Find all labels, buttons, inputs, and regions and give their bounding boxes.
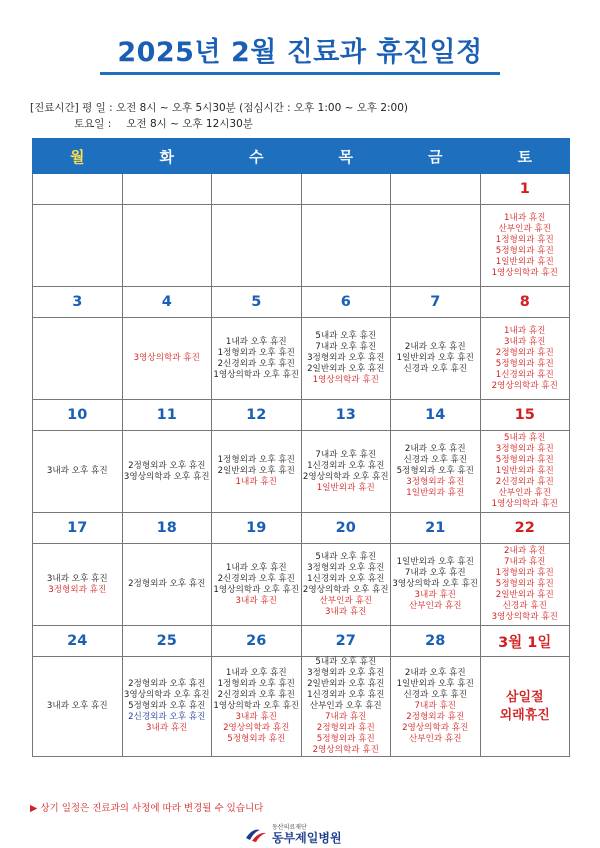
date-cell: 25 — [122, 626, 212, 657]
closure-entry: 2일반외과 휴진 — [495, 590, 554, 600]
closure-entry: 1정형외과 오후 휴진 — [217, 347, 295, 358]
schedule-cell — [33, 205, 123, 287]
calendar-body — [33, 174, 570, 757]
closure-entry: 2일반외과 오후 휴진 — [307, 679, 385, 689]
closure-entry: 5정형외과 오후 휴진 — [128, 701, 206, 711]
closure-entry: 5정형외과 휴진 — [316, 734, 375, 744]
date-cell: 26 — [212, 626, 302, 657]
date-row — [33, 287, 570, 318]
weekday-header: 금 — [391, 139, 481, 174]
closure-entry: 2영상의학과 휴진 — [223, 723, 290, 733]
date-cell: 3월 1일 — [480, 626, 570, 657]
closure-entry: 3영상의학과 오후 휴진 — [123, 690, 210, 700]
closure-entry: 3내과 휴진 — [325, 606, 367, 617]
closure-entry: 3정형외과 휴진 — [495, 444, 554, 454]
schedule-cell — [33, 431, 123, 513]
closure-entry: 2신경외과 오후 휴진 — [217, 690, 295, 700]
date-cell: 15 — [480, 400, 570, 431]
closure-entry: 신경과 휴진 — [502, 601, 547, 611]
closure-entry: 3영상의학과 휴진 — [133, 353, 200, 363]
closure-entry: 산부인과 휴진 — [498, 488, 552, 498]
schedule-cell — [122, 318, 212, 400]
schedule-cell — [33, 318, 123, 400]
closure-entry: 2내과 오후 휴진 — [404, 668, 466, 678]
saturday-hours: 오전 8시 ~ 오후 12시30분 — [126, 118, 253, 130]
date-cell: 8 — [480, 287, 570, 318]
schedule-cell — [122, 431, 212, 513]
schedule-cell — [301, 544, 391, 626]
closure-entry: 3정형외과 오후 휴진 — [307, 353, 385, 363]
date-cell: 28 — [391, 626, 481, 657]
closure-entry: 3정형외과 휴진 — [48, 584, 107, 595]
date-cell — [212, 174, 302, 205]
date-row — [33, 400, 570, 431]
weekday-header: 월 — [33, 139, 123, 174]
schedule-cell — [480, 205, 570, 287]
closure-entry: 2영상의학과 휴진 — [312, 745, 379, 755]
logo-foundation-name: 동산의료재단 — [272, 824, 307, 831]
closure-entry: 7내과 오후 휴진 — [315, 449, 377, 460]
schedule-cell — [212, 544, 302, 626]
closure-entry: 신경과 오후 휴진 — [403, 455, 468, 465]
closure-entry: 1영상의학과 오후 휴진 — [213, 584, 300, 595]
closure-entry: 1정형외과 휴진 — [495, 234, 554, 245]
closure-entry: 1내과 휴진 — [235, 477, 277, 487]
schedule-cell — [122, 657, 212, 757]
closure-entry: 3영상의학과 오후 휴진 — [123, 471, 210, 482]
weekday-header: 목 — [301, 139, 391, 174]
closure-entry: 2내과 휴진 — [504, 546, 546, 556]
weekday-hours-row — [30, 100, 408, 116]
date-cell: 4 — [122, 287, 212, 318]
closure-entry: 1신경외과 오후 휴진 — [307, 573, 385, 584]
date-cell: 20 — [301, 513, 391, 544]
closure-entry: 2내과 오후 휴진 — [404, 342, 466, 352]
schedule-row — [33, 544, 570, 626]
closure-entry: 7내과 오후 휴진 — [404, 568, 466, 578]
closure-entry: 3영상의학과 오후 휴진 — [392, 579, 479, 589]
schedule-row — [33, 318, 570, 400]
closure-entry: 1정형외과 휴진 — [495, 568, 554, 578]
closure-entry: 1내과 오후 휴진 — [225, 668, 287, 678]
closure-entry: 1내과 휴진 — [504, 212, 546, 223]
closure-entry: 3내과 휴진 — [235, 712, 277, 722]
closure-entry: 5정형외과 휴진 — [227, 734, 286, 744]
closure-entry: 2일반외과 오후 휴진 — [217, 466, 295, 476]
closure-entry: 3내과 휴진 — [146, 723, 188, 733]
closure-entry: 2영상의학과 오후 휴진 — [302, 471, 389, 482]
closure-entry: 1영상의학과 휴진 — [312, 375, 379, 385]
closure-entry: 2신경외과 오후 휴진 — [128, 712, 206, 722]
date-cell — [33, 174, 123, 205]
date-cell: 19 — [212, 513, 302, 544]
closure-entry: 2신경외과 오후 휴진 — [217, 358, 295, 369]
closure-entry: 2영상의학과 오후 휴진 — [302, 584, 389, 595]
closure-entry: 2신경외과 휴진 — [495, 477, 554, 487]
date-cell: 13 — [301, 400, 391, 431]
closure-entry: 3내과 휴진 — [504, 336, 546, 347]
schedule-row — [33, 205, 570, 287]
clinic-hours — [30, 100, 408, 132]
date-cell: 7 — [391, 287, 481, 318]
schedule-cell — [122, 544, 212, 626]
schedule-row — [33, 431, 570, 513]
closure-entry: 1내과 오후 휴진 — [225, 336, 287, 347]
schedule-cell — [480, 318, 570, 400]
closure-entry: 산부인과 휴진 — [319, 595, 373, 606]
schedule-cell — [391, 205, 481, 287]
schedule-cell — [391, 431, 481, 513]
weekday-header: 화 — [122, 139, 212, 174]
schedule-calendar — [32, 138, 570, 757]
closure-entry: 5내과 오후 휴진 — [315, 657, 377, 667]
hours-label: [진료시간] — [30, 102, 79, 114]
weekday-header: 수 — [212, 139, 302, 174]
closure-entry: 5정형외과 휴진 — [495, 245, 554, 256]
closure-entry: 5내과 오후 휴진 — [315, 551, 377, 562]
change-notice: ▶ 상기 일정은 진료과의 사정에 따라 변경될 수 있습니다 — [30, 803, 264, 814]
date-cell: 22 — [480, 513, 570, 544]
closure-entry: 5정형외과 휴진 — [495, 358, 554, 369]
closure-entry: 7내과 휴진 — [414, 701, 456, 711]
closure-entry: 2일반외과 오후 휴진 — [307, 364, 385, 374]
date-cell: 3 — [33, 287, 123, 318]
schedule-cell — [301, 657, 391, 757]
schedule-cell — [480, 544, 570, 626]
closure-entry: 3내과 오후 휴진 — [46, 701, 108, 711]
closure-entry: 2정형외과 휴진 — [495, 347, 554, 358]
schedule-row — [33, 657, 570, 757]
closure-entry: 신경과 오후 휴진 — [403, 690, 468, 700]
closure-entry: 3내과 휴진 — [235, 595, 277, 606]
closure-entry: 5정형외과 오후 휴진 — [396, 466, 474, 476]
closure-entry: 1정형외과 오후 휴진 — [217, 455, 295, 465]
closure-entry: 3영상의학과 휴진 — [491, 612, 558, 622]
closure-entry: 3내과 오후 휴진 — [46, 466, 108, 476]
closure-entry: 1영상의학과 오후 휴진 — [213, 701, 300, 711]
closure-entry: 1일반외과 오후 휴진 — [396, 353, 474, 363]
closure-entry: 2신경외과 오후 휴진 — [217, 573, 295, 584]
closure-entry: 5내과 오후 휴진 — [315, 331, 377, 341]
closure-entry: 5내과 휴진 — [504, 433, 546, 443]
schedule-cell — [391, 544, 481, 626]
closure-entry: 3정형외과 오후 휴진 — [307, 562, 385, 573]
schedule-cell — [122, 205, 212, 287]
hospital-logo-mark-icon — [244, 824, 268, 844]
schedule-cell — [212, 318, 302, 400]
closure-entry: 1일반외과 휴진 — [495, 466, 554, 476]
closure-entry: 산부인과 휴진 — [498, 223, 552, 234]
closure-entry: 2정형외과 휴진 — [316, 723, 375, 733]
closure-entry: 2정형외과 오후 휴진 — [128, 679, 206, 689]
closure-entry: 7내과 휴진 — [325, 712, 367, 722]
date-cell — [122, 174, 212, 205]
date-cell: 10 — [33, 400, 123, 431]
date-cell: 1 — [480, 174, 570, 205]
closure-entry: 산부인과 휴진 — [408, 734, 462, 744]
schedule-cell — [391, 318, 481, 400]
schedule-cell — [212, 205, 302, 287]
schedule-cell — [212, 657, 302, 757]
date-row — [33, 513, 570, 544]
closure-entry: 1신경외과 휴진 — [495, 369, 554, 380]
date-cell: 18 — [122, 513, 212, 544]
date-cell — [391, 174, 481, 205]
closure-entry: 1신경외과 오후 휴진 — [307, 690, 385, 700]
date-cell: 24 — [33, 626, 123, 657]
date-cell: 17 — [33, 513, 123, 544]
closure-entry: 1영상의학과 휴진 — [491, 267, 558, 278]
closure-entry: 2영상의학과 휴진 — [402, 723, 469, 733]
closure-entry: 1일반외과 휴진 — [316, 482, 375, 493]
closure-entry: 5정형외과 휴진 — [495, 579, 554, 589]
schedule-cell — [212, 431, 302, 513]
closure-entry: 1일반외과 오후 휴진 — [396, 557, 474, 567]
closure-entry: 외래휴진 — [499, 707, 550, 723]
saturday-label: 토요일 : — [74, 118, 112, 130]
closure-entry: 1일반외과 휴진 — [406, 488, 465, 498]
logo-hospital-name: 동부제일병원 — [272, 831, 342, 845]
schedule-cell — [301, 205, 391, 287]
closure-entry: 산부인과 오후 휴진 — [309, 701, 382, 711]
saturday-hours-row — [30, 116, 408, 132]
weekday-hours: 오전 8시 ~ 오후 5시30분 (점심시간 : 오후 1:00 ~ 오후 2:00) — [115, 102, 409, 114]
closure-entry: 3내과 오후 휴진 — [46, 573, 108, 584]
closure-entry: 2정형외과 오후 휴진 — [128, 460, 206, 471]
closure-entry: 2정형외과 휴진 — [406, 712, 465, 722]
date-row — [33, 626, 570, 657]
closure-entry: 1일반외과 오후 휴진 — [396, 679, 474, 689]
weekday-header-row — [33, 139, 570, 174]
date-cell: 27 — [301, 626, 391, 657]
title-underline — [100, 72, 500, 75]
schedule-cell — [391, 657, 481, 757]
hospital-logo — [244, 822, 364, 846]
weekday-header: 토 — [480, 139, 570, 174]
closure-entry: 1영상의학과 휴진 — [491, 499, 558, 509]
date-cell: 6 — [301, 287, 391, 318]
schedule-cell — [480, 657, 570, 757]
closure-entry: 3내과 휴진 — [414, 590, 456, 600]
closure-entry: 7내과 오후 휴진 — [315, 342, 377, 352]
date-row — [33, 174, 570, 205]
closure-entry: 1내과 휴진 — [504, 325, 546, 336]
schedule-cell — [301, 318, 391, 400]
closure-entry: 신경과 오후 휴진 — [403, 364, 468, 374]
date-cell: 14 — [391, 400, 481, 431]
schedule-cell — [33, 544, 123, 626]
closure-entry: 7내과 휴진 — [504, 557, 546, 567]
page-title: 2025년 2월 진료과 휴진일정 — [117, 37, 483, 68]
closure-entry: 1일반외과 휴진 — [495, 256, 554, 267]
closure-entry: 2영상의학과 휴진 — [491, 380, 558, 391]
date-cell: 21 — [391, 513, 481, 544]
closure-entry: 산부인과 휴진 — [408, 601, 462, 611]
closure-entry: 3정형외과 휴진 — [406, 477, 465, 487]
schedule-cell — [33, 657, 123, 757]
schedule-cell — [301, 431, 391, 513]
closure-entry: 3정형외과 오후 휴진 — [307, 668, 385, 678]
closure-entry: 2정형외과 오후 휴진 — [128, 579, 206, 589]
closure-entry: 2내과 오후 휴진 — [404, 444, 466, 454]
closure-entry: 1영상의학과 오후 휴진 — [213, 369, 300, 380]
closure-entry: 5정형외과 휴진 — [495, 455, 554, 465]
closure-entry: 1정형외과 오후 휴진 — [217, 679, 295, 689]
schedule-cell — [480, 431, 570, 513]
closure-entry: 1내과 오후 휴진 — [225, 562, 287, 573]
weekday-label: 평 일 : — [82, 102, 113, 114]
date-cell: 5 — [212, 287, 302, 318]
date-cell: 11 — [122, 400, 212, 431]
date-cell — [301, 174, 391, 205]
date-cell: 12 — [212, 400, 302, 431]
closure-entry: 삼일절 — [505, 689, 544, 705]
closure-entry: 1신경외과 오후 휴진 — [307, 460, 385, 471]
